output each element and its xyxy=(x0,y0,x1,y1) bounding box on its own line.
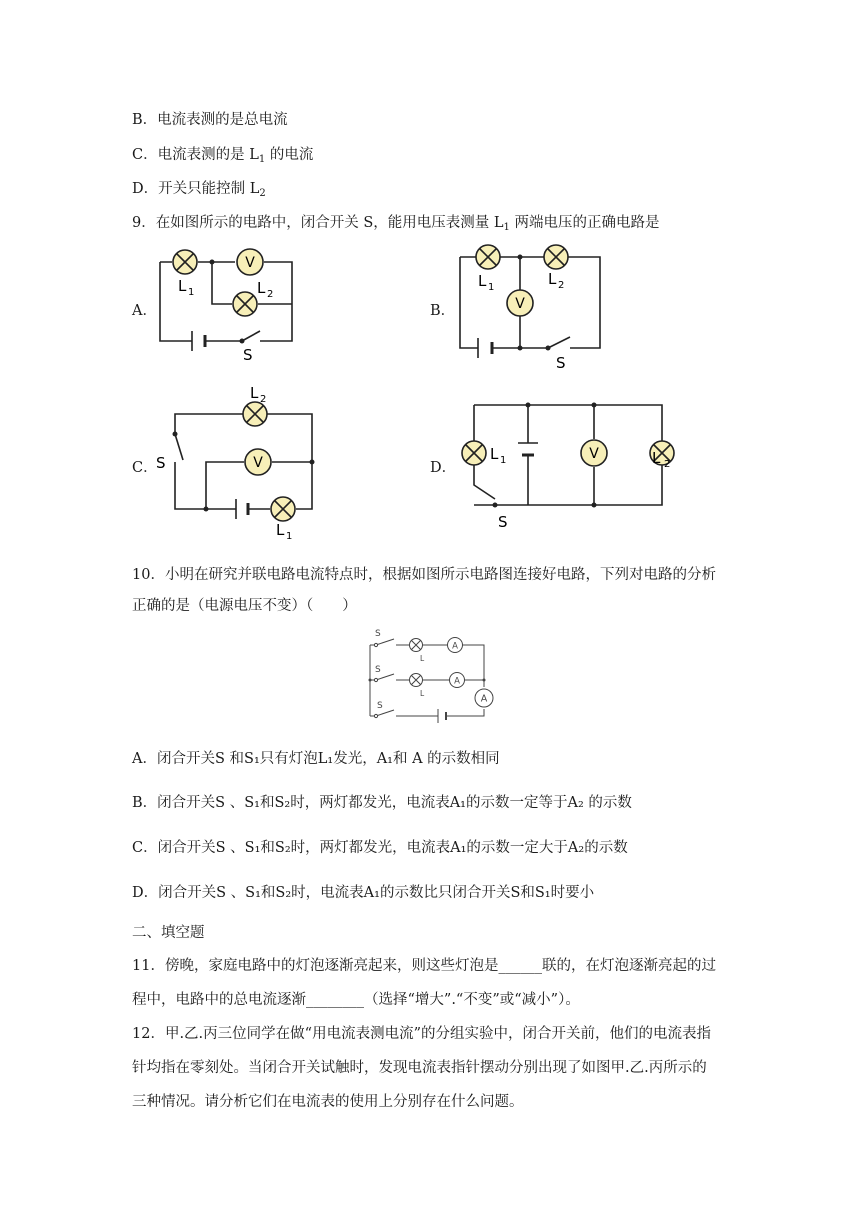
q12-line1: 12．甲.乙.丙三位同学在做“用电流表测电流”的分组实验中，闭合开关前，他们的电流表指 xyxy=(132,1026,711,1042)
voltmeter-label: V xyxy=(253,455,263,471)
voltmeter-label: V xyxy=(589,446,599,462)
svg-text:2: 2 xyxy=(267,289,274,300)
lamp-icon xyxy=(233,292,257,316)
lamp-icon xyxy=(476,245,500,269)
lamp-icon xyxy=(173,250,197,274)
q10-stem-line1: 10．小明在研究并联电路电流特点时，根据如图所示电路图连接好电路，下列对电路的分析 xyxy=(132,567,716,583)
voltmeter-label: V xyxy=(245,255,255,271)
lamp-icon xyxy=(271,497,295,521)
q9-label-b: B． xyxy=(430,303,456,319)
q10-option-b: B．闭合开关S 、S₁和S₂时，两灯都发光，电流表A₁的示数一定等于A₂ 的示数 xyxy=(132,795,632,811)
lamp-icon xyxy=(410,639,423,652)
lamp-l1-label: L xyxy=(478,272,487,290)
q8-option-c: C．电流表测的是 $L_1$ 的电流 xyxy=(132,147,314,165)
q9-label-c: C． xyxy=(132,460,158,476)
q10-circuit-diagram xyxy=(362,625,502,727)
svg-text:2: 2 xyxy=(664,459,671,470)
switch-label: S xyxy=(156,454,166,472)
q9-stem: 9．在如图所示的电路中，闭合开关 S，能用电压表测量 $L_1$ 两端电压的正确电路是 xyxy=(132,215,660,233)
lamp-l2-label: L xyxy=(652,449,661,467)
svg-text:A: A xyxy=(452,641,458,652)
svg-text:2: 2 xyxy=(260,394,267,405)
lamp-icon xyxy=(243,402,267,426)
q9-label-a: A． xyxy=(132,303,157,319)
svg-text:1: 1 xyxy=(188,287,195,298)
svg-text:L: L xyxy=(420,689,425,698)
circuit-diagram-a xyxy=(150,245,310,370)
circuit-diagram-c xyxy=(150,382,330,542)
q10-option-a: A．闭合开关S 和S₁只有灯泡L₁发光，A₁和 A 的示数相同 xyxy=(132,751,500,767)
q11-line2: 程中，电路中的总电流逐渐________（选择“增大”.“不变”或“减小”）。 xyxy=(132,992,580,1008)
q12-line3: 三种情况。请分析它们在电流表的使用上分别存在什么问题。 xyxy=(132,1094,524,1110)
circuit-diagram-d xyxy=(450,395,680,535)
q10-stem-line2: 正确的是（电源电压不变）（ ） xyxy=(132,598,357,614)
lamp-l1-label: L xyxy=(490,445,499,463)
svg-text:A: A xyxy=(480,693,488,705)
voltmeter-label: V xyxy=(515,296,525,312)
svg-text:1: 1 xyxy=(286,531,293,542)
lamp-l2-label: L xyxy=(250,384,259,402)
lamp-l2-label: L xyxy=(548,270,557,288)
lamp-l1-label: L xyxy=(178,277,187,295)
q12-line2: 针均指在零刻处。当闭合开关试触时，发现电流表指针摆动分别出现了如图甲.乙.丙所示的 xyxy=(132,1060,707,1076)
lamp-l2-label: L xyxy=(257,279,266,297)
svg-text:1: 1 xyxy=(500,455,507,466)
circuit-diagram-b xyxy=(450,238,610,373)
switch-label: S xyxy=(556,354,566,372)
switch-label: S xyxy=(498,513,508,531)
q10-option-d: D．闭合开关S 、S₁和S₂时，电流表A₁的示数比只闭合开关S和S₁时要小 xyxy=(132,885,595,901)
svg-text:S: S xyxy=(375,629,381,639)
svg-text:S: S xyxy=(375,665,381,675)
q11-line1: 11．傍晚，家庭电路中的灯泡逐渐亮起来，则这些灯泡是______联的，在灯泡逐渐亮起的过 xyxy=(132,958,716,974)
svg-text:S: S xyxy=(377,701,383,711)
q10-option-c: C．闭合开关S 、S₁和S₂时，两灯都发光，电流表A₁的示数一定大于A₂的示数 xyxy=(132,840,628,856)
lamp-l1-label: L xyxy=(276,521,285,539)
lamp-icon xyxy=(410,674,423,687)
q9-label-d: D． xyxy=(430,460,457,476)
switch-label: S xyxy=(243,346,253,364)
lamp-icon xyxy=(544,245,568,269)
svg-text:1: 1 xyxy=(488,282,495,293)
svg-text:2: 2 xyxy=(558,280,565,291)
q8-option-d: D．开关只能控制 $L_2$ xyxy=(132,181,266,199)
section-heading: 二、填空题 xyxy=(132,925,205,941)
svg-text:A: A xyxy=(454,676,460,687)
svg-text:L: L xyxy=(420,654,425,663)
lamp-icon xyxy=(462,441,486,465)
q8-option-b: B．电流表测的是总电流 xyxy=(132,112,288,128)
